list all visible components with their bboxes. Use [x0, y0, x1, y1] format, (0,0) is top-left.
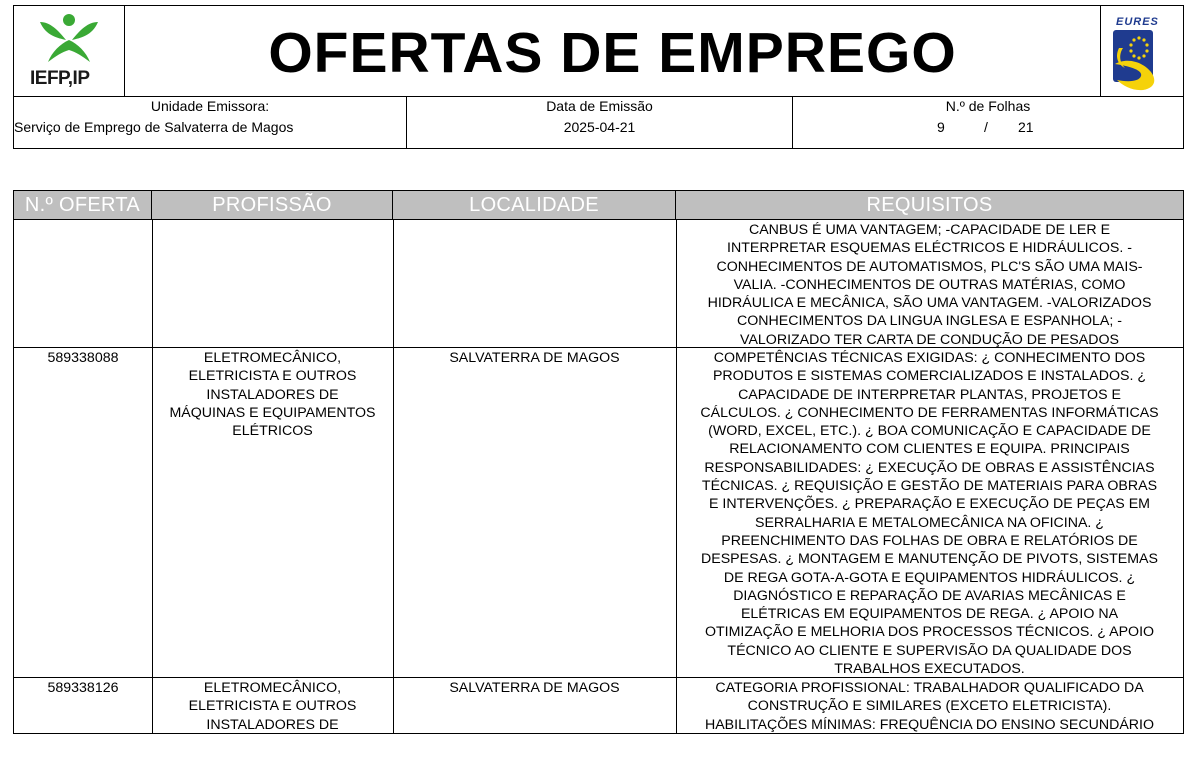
job-offers-table [13, 190, 1184, 734]
oferta-number [14, 220, 152, 347]
requisitos-line: RESPONSABILIDADES: ¿ EXECUÇÃO DE OBRAS E ASSISTÊNCIAS [704, 459, 1155, 476]
requisitos-line: CÁLCULOS. ¿ CONHECIMENTO DE FERRAMENTAS INFORMÁTICAS [700, 404, 1159, 421]
localidade-cell: SALVATERRA DE MAGOS [449, 680, 620, 696]
requisitos-line: VALORIZADO TER CARTA DE CONDUÇÃO DE PESADOS [740, 331, 1119, 348]
requisitos-line: PREENCHIMENTO DAS FOLHAS DE OBRA E RELATÓRIOS DE [721, 532, 1138, 549]
requisitos-line: CANBUS É UMA VANTAGEM; -CAPACIDADE DE LER E [748, 222, 1111, 238]
requisitos-line: HABILITAÇÕES MÍNIMAS: FREQUÊNCIA DO ENSINO SECUNDÁRIO [704, 716, 1155, 733]
requisitos-line: HIDRÁULICA E MECÂNICA, SÃO UMA VANTAGEM. -VALORIZADOS [707, 295, 1152, 312]
eures-logo-icon [1111, 28, 1173, 92]
requisitos-line: TÉCNICAS. ¿ REQUISIÇÃO E GESTÃO DE MATERIAIS PARA OBRAS [701, 478, 1158, 495]
requisitos-cell [676, 678, 1183, 734]
profissao-line: INSTALADORES DE [206, 386, 339, 403]
requisitos-line: DESPESAS. ¿ MONTAGEM E MANUTENÇÃO DE PIVOTS, SISTEMAS [701, 551, 1158, 568]
unidade-emissora-cell [14, 97, 407, 149]
issuance-info-row [14, 96, 1183, 148]
table-row [14, 348, 1183, 678]
requisitos-line: PRODUTOS E SISTEMAS COMERCIALIZADOS E INSTALADOS. ¿ [712, 368, 1147, 385]
requisitos-line: RELACIONAMENTO COM CLIENTES E EQUIPA. PRINCIPAIS [729, 441, 1130, 458]
table-header [14, 191, 1183, 220]
folha-separador: / [984, 119, 988, 135]
requisitos-line: INTERPRETAR ESQUEMAS ELÉCTRICOS E HIDRÁULICOS. - [727, 240, 1132, 257]
localidade-cell: SALVATERRA DE MAGOS [449, 350, 620, 366]
profissao-line: ELETRICISTA E OUTROS [188, 698, 357, 715]
data-emissao-value: 2025-04-21 [563, 119, 636, 135]
page-title: OFERTAS DE EMPREGO [268, 20, 957, 85]
requisitos-line: ELÉTRICAS EM EQUIPAMENTOS DE REGA. ¿ APOIO NA [740, 606, 1119, 623]
requisitos-line: (WORD, EXCEL, ETC.). ¿ BOA COMUNICAÇÃO E CAPACIDADE DE [708, 423, 1151, 440]
requisitos-line: CONSTRUÇÃO E SIMILARES (EXCETO ELETRICISTA). [747, 698, 1112, 715]
column-header-profissao: PROFISSÃO [152, 191, 393, 219]
profissao-cell [152, 678, 393, 734]
profissao-line: ELETRICISTA E OUTROS [188, 368, 357, 385]
requisitos-line: OTIMIZAÇÃO E MELHORIA DOS PROCESSOS TÉCNICOS. ¿ APOIO [704, 624, 1155, 641]
profissao-line: ELETROMECÂNICO, [203, 680, 342, 696]
title-cell [125, 6, 1100, 96]
requisitos-line: VALIA. -CONHECIMENTOS DE OUTRAS MATÉRIAS, COMO [733, 276, 1126, 293]
requisitos-line: SERRALHARIA E METALOMECÂNICA NA OFICINA. ¿ [755, 514, 1104, 531]
requisitos-line: CAPACIDADE DE INTERPRETAR PLANTAS, PROJETOS E [738, 386, 1121, 403]
iefp-logo-icon [36, 12, 102, 66]
requisitos-line: CONHECIMENTOS DE AUTOMATISMOS, PLC'S SÃO UMA MAIS- [716, 258, 1143, 275]
folha-total: 21 [1018, 119, 1034, 135]
profissao-line: ELETROMECÂNICO, [203, 350, 342, 366]
profissao-line: INSTALADORES DE [206, 716, 339, 733]
eures-logo [1100, 6, 1183, 96]
document-header [13, 5, 1184, 149]
column-header-oferta: N.º OFERTA [14, 191, 152, 219]
profissao-line: MÁQUINAS E EQUIPAMENTOS [169, 404, 376, 421]
requisitos-line: CATEGORIA PROFISSIONAL: TRABALHADOR QUALIFICADO DA [715, 680, 1144, 696]
requisitos-line: DIAGNÓSTICO E REPARAÇÃO DE AVARIAS MECÂNICAS E [733, 587, 1126, 604]
profissao-line: ELÉTRICOS [232, 423, 313, 440]
table-row [14, 220, 1183, 348]
unidade-emissora-value: Serviço de Emprego de Salvaterra de Magos [14, 119, 294, 135]
profissao-cell [152, 348, 393, 677]
oferta-number: 589338126 [47, 680, 119, 696]
profissao-cell [152, 220, 393, 347]
requisitos-line: TRABALHOS EXECUTADOS. [834, 661, 1025, 678]
requisitos-line: TÉCNICO AO CLIENTE E SUPERVISÃO DA QUALIDADE DOS [727, 642, 1132, 659]
iefp-logo [14, 6, 125, 96]
oferta-number: 589338088 [47, 350, 119, 366]
requisitos-cell [676, 348, 1183, 677]
requisitos-cell [676, 220, 1183, 347]
table-row [14, 678, 1183, 734]
numero-folhas-label: N.º de Folhas [945, 98, 1031, 114]
data-emissao-cell [407, 97, 793, 149]
requisitos-line: DE REGA GOTA-A-GOTA E EQUIPAMENTOS HIDRÁULICOS. ¿ [723, 569, 1136, 586]
requisitos-line: E INTERVENÇÕES. ¿ PREPARAÇÃO E EXECUÇÃO DE PEÇAS EM [709, 496, 1150, 513]
column-header-requisitos: REQUISITOS [866, 194, 993, 216]
requisitos-line: CONHECIMENTOS DA LINGUA INGLESA E ESPANHOLA; - [737, 313, 1122, 330]
requisitos-line: COMPETÊNCIAS TÉCNICAS EXIGIDAS: ¿ CONHECIMENTO DOS [713, 350, 1146, 366]
iefp-logo-text: IEFP,IP [30, 68, 90, 89]
data-emissao-label: Data de Emissão [546, 98, 653, 114]
unidade-emissora-label: Unidade Emissora: [150, 98, 270, 114]
numero-folhas-cell [793, 97, 1183, 149]
eures-logo-text: EURES [1116, 16, 1159, 28]
column-header-localidade: LOCALIDADE [393, 191, 676, 219]
localidade-cell [393, 220, 676, 347]
folha-atual: 9 [937, 119, 945, 135]
